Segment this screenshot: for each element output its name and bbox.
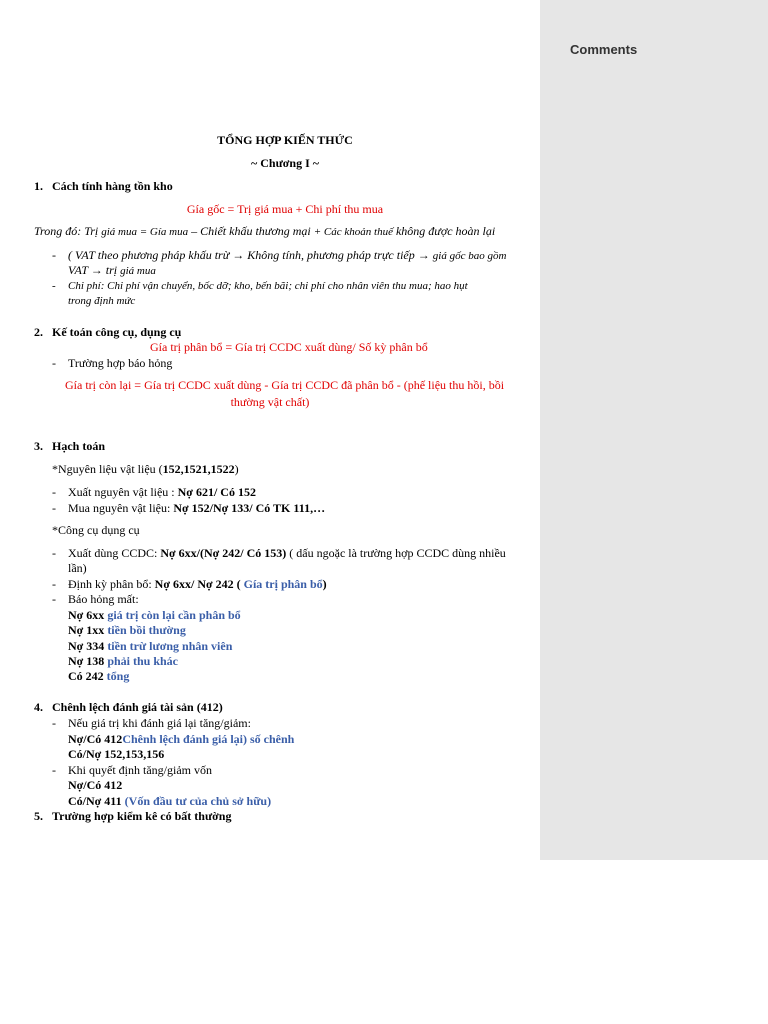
s3-entry-5: Có 242 tổng bbox=[68, 669, 130, 683]
section-3-heading: Hạch toán bbox=[52, 439, 106, 453]
section-4-number: 4. bbox=[34, 700, 43, 714]
bullet-dash: - bbox=[52, 501, 56, 515]
bullet-dash: - bbox=[52, 577, 56, 591]
s4-line-1: Nợ/Có 412Chênh lệch đánh giá lại) số chênh bbox=[68, 732, 295, 746]
s4-line-4: Có/Nợ 411 (Vốn đầu tư của chủ sở hữu) bbox=[68, 794, 272, 808]
bullet-dash: - bbox=[52, 280, 56, 292]
s3-entry-1: Nợ 6xx giá trị còn lại cần phân bổ bbox=[68, 608, 241, 622]
arrow-icon: → bbox=[417, 248, 430, 262]
s1-bullet-1: ( VAT theo phương pháp khấu trừ → Không tính, phương pháp trực tiếp → giá gốc bao gồm bbox=[68, 248, 507, 262]
s3-mua-nvl: Mua nguyên vật liệu: Nợ 152/Nợ 133/ Có TK 111,… bbox=[68, 501, 326, 515]
s3-xuat-dung: Xuất dùng CCDC: Nợ 6xx/(Nợ 242/ Có 153) ( dấu ngoặc là trường hợp CCDC dùng nhiều bbox=[68, 546, 506, 560]
bullet-dash: - bbox=[52, 716, 56, 730]
margin-area bbox=[540, 860, 768, 1024]
s3-bao-hong: Báo hỏng mất: bbox=[68, 592, 139, 606]
s1-bullet-2: Chi phí: Chi phí vận chuyển, bốc dỡ; kho, bến bãi; chi phí cho nhân viên thu mua; hao hụt bbox=[68, 280, 468, 292]
comment-pane-title: Comments bbox=[570, 42, 638, 57]
s3-ccdc-label: *Công cụ dụng cụ bbox=[52, 523, 140, 537]
s4-line-3: Nợ/Có 412 bbox=[68, 778, 123, 792]
s2-formula-2: Gía trị còn lại = Gía trị CCDC xuất dùng - Gía trị CCDC đã phân bổ - (phế liệu thu hồi, bồi bbox=[65, 378, 505, 392]
section-2-heading: Kế toán công cụ, dụng cụ bbox=[52, 325, 182, 339]
s3-nvl-label: *Nguyên liệu vật liệu (152,1521,1522) bbox=[52, 462, 239, 476]
s2-formula-1: Gía trị phân bổ = Gía trị CCDC xuất dùng/ Số kỳ phân bổ bbox=[150, 340, 428, 354]
comment-pane bbox=[540, 0, 768, 860]
s4-bullet-2: Khi quyết định tăng/giảm vốn bbox=[68, 763, 212, 777]
bullet-dash: - bbox=[52, 485, 56, 499]
section-5-number: 5. bbox=[34, 809, 43, 823]
doc-subtitle: ~ Chương I ~ bbox=[250, 156, 319, 170]
bullet-dash: - bbox=[52, 763, 56, 777]
s1-bullet-1-line2: VAT → trị giá mua bbox=[68, 263, 156, 277]
arrow-icon: → bbox=[90, 263, 103, 277]
section-5-heading: Trường hợp kiểm kê có bất thường bbox=[52, 809, 232, 823]
s3-dinh-ky: Định kỳ phân bổ: Nợ 6xx/ Nợ 242 ( Gía trị phân bổ) bbox=[68, 577, 327, 591]
bullet-dash: - bbox=[52, 592, 56, 606]
bullet-dash: - bbox=[52, 356, 56, 370]
s1-trong-do: Trong đó: Trị giá mua = Gía mua – Chiết khấu thương mại + Các khoản thuế không được hoàn lại bbox=[34, 224, 496, 238]
arrow-icon: → bbox=[232, 248, 245, 262]
bullet-dash: - bbox=[52, 248, 56, 262]
s3-entry-2: Nợ 1xx tiền bồi thường bbox=[68, 623, 186, 637]
section-4-heading: Chênh lệch đánh giá tài sản (412) bbox=[52, 700, 223, 714]
section-1-heading: Cách tính hàng tồn kho bbox=[52, 179, 173, 193]
s2-formula-2-line2: thường vật chất) bbox=[230, 395, 310, 409]
s2-case: Trường hợp báo hỏng bbox=[68, 356, 173, 370]
doc-title: TỔNG HỢP KIẾN THỨC bbox=[217, 133, 353, 147]
s1-bullet-2-line2: trong định mức bbox=[68, 295, 136, 307]
section-2-number: 2. bbox=[34, 325, 43, 339]
s3-xuat-dung-line2: lần) bbox=[68, 561, 87, 575]
s3-entry-3: Nợ 334 tiền trừ lương nhân viên bbox=[68, 639, 233, 653]
section-3-number: 3. bbox=[34, 439, 43, 453]
s4-line-2: Có/Nợ 152,153,156 bbox=[68, 747, 165, 761]
s3-xuat-nvl: Xuất nguyên vật liệu : Nợ 621/ Có 152 bbox=[68, 485, 256, 499]
s4-bullet-1: Nếu giá trị khi đánh giá lại tăng/giảm: bbox=[68, 716, 251, 730]
s3-entry-4: Nợ 138 phải thu khác bbox=[68, 654, 179, 668]
bullet-dash: - bbox=[52, 546, 56, 560]
section-1-number: 1. bbox=[34, 179, 43, 193]
s1-formula: Gía gốc = Trị giá mua + Chi phí thu mua bbox=[186, 202, 384, 216]
